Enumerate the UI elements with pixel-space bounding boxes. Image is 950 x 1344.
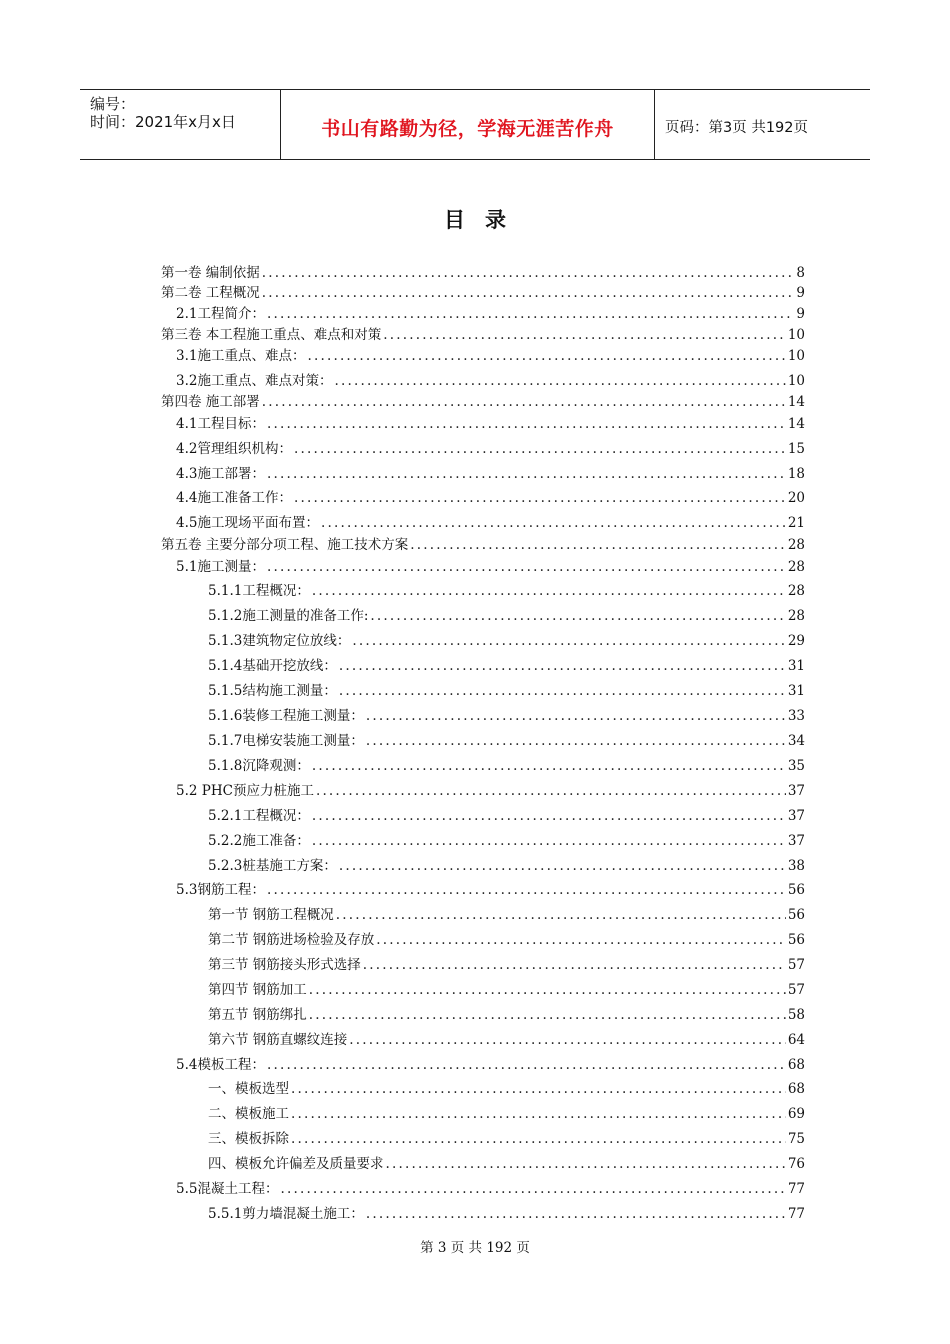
toc-entry[interactable] — [208, 806, 805, 826]
header-right-cell — [655, 90, 870, 159]
toc-entry[interactable] — [176, 488, 805, 508]
toc-entry-title: 5.2.3桩基施工方案： — [208, 858, 337, 874]
toc-entry-title: 5.1施工测量： — [176, 559, 265, 575]
toc-entry-page: 37 — [787, 833, 805, 849]
toc-entry-title: 3.1施工重点、难点： — [176, 348, 306, 364]
toc-entry-page: 57 — [787, 982, 805, 998]
title-char-1: 目 — [444, 207, 465, 232]
toc-entry-page: 68 — [787, 1081, 805, 1097]
toc-leader-dots — [334, 371, 785, 391]
toc-entry-page: 8 — [796, 265, 805, 281]
toc-entry-page: 77 — [787, 1181, 805, 1197]
toc-entry-page: 68 — [787, 1057, 805, 1073]
toc-entry-title: 第五节 钢筋绑扎 — [208, 1007, 307, 1023]
toc-entry[interactable] — [208, 1005, 805, 1025]
toc-entry-page: 38 — [787, 858, 805, 874]
toc-entry[interactable] — [208, 955, 805, 975]
toc-entry-title: 5.2.2施工准备： — [208, 833, 310, 849]
toc-entry[interactable] — [208, 1204, 805, 1224]
toc-entry[interactable] — [176, 371, 805, 391]
toc-leader-dots — [370, 606, 785, 626]
toc-entry-title: 3.2施工重点、难点对策： — [176, 373, 333, 389]
toc-entry[interactable] — [208, 1104, 805, 1124]
toc-leader-dots — [366, 706, 786, 726]
toc-entry-title: 第四卷 施工部署 — [161, 394, 260, 410]
toc-entry-title: 5.2.1工程概况： — [208, 808, 310, 824]
toc-entry-title: 5.1.7电梯安装施工测量： — [208, 733, 364, 749]
toc-entry[interactable] — [208, 1129, 805, 1149]
toc-entry-title: 5.3钢筋工程： — [176, 882, 265, 898]
toc-leader-dots — [262, 263, 795, 283]
toc-leader-dots — [339, 856, 786, 876]
toc-entry[interactable] — [176, 1055, 805, 1075]
toc-leader-dots — [312, 756, 786, 776]
toc-leader-dots — [312, 581, 786, 601]
toc-entry-page: 37 — [787, 808, 805, 824]
toc-leader-dots — [363, 955, 786, 975]
toc-entry[interactable] — [176, 414, 805, 434]
toc-entry-page: 35 — [787, 758, 805, 774]
toc-leader-dots — [336, 905, 786, 925]
toc-entry-page: 28 — [787, 559, 805, 575]
toc-leader-dots — [383, 325, 786, 345]
toc-entry-page: 31 — [787, 683, 805, 699]
toc-entry-title: 第二节 钢筋进场检验及存放 — [208, 932, 375, 948]
motto: 书山有路勤为径，学海无涯苦作舟 — [321, 118, 614, 140]
title-char-2: 录 — [485, 207, 506, 232]
toc-leader-dots — [312, 831, 786, 851]
toc-entry-page: 56 — [787, 907, 805, 923]
toc-leader-dots — [291, 1129, 786, 1149]
toc-leader-dots — [309, 980, 786, 1000]
toc-entry-page: 14 — [787, 394, 805, 410]
toc-entry-title: 4.3施工部署： — [176, 466, 265, 482]
toc-leader-dots — [352, 631, 785, 651]
toc-leader-dots — [294, 439, 786, 459]
toc-entry-page: 29 — [787, 633, 805, 649]
toc-leader-dots — [262, 283, 795, 303]
toc-entry-page: 20 — [787, 490, 805, 506]
toc-entry[interactable] — [161, 392, 805, 412]
toc-entry-title: 第三卷 本工程施工重点、难点和对策 — [161, 327, 382, 343]
toc-entry-title: 5.1.1工程概况： — [208, 583, 310, 599]
toc-entry-page: 69 — [787, 1106, 805, 1122]
toc-entry[interactable] — [208, 731, 805, 751]
toc-leader-dots — [316, 781, 786, 801]
toc-entry-title: 4.2管理组织机构： — [176, 441, 292, 457]
toc-entry[interactable] — [208, 681, 805, 701]
toc-entry-page: 9 — [796, 306, 805, 322]
toc-entry-page: 28 — [787, 537, 805, 553]
toc-entry[interactable] — [208, 831, 805, 851]
toc-entry-title: 5.5.1剪力墙混凝土施工： — [208, 1206, 364, 1222]
toc-leader-dots — [291, 1079, 786, 1099]
toc-entry-title: 第三节 钢筋接头形式选择 — [208, 957, 361, 973]
toc-entry[interactable] — [208, 1030, 805, 1050]
toc-entry-title: 4.5施工现场平面布置： — [176, 515, 319, 531]
toc-entry-page: 28 — [787, 583, 805, 599]
toc-entry-title: 5.1.8沉降观测： — [208, 758, 310, 774]
toc-leader-dots — [376, 930, 786, 950]
toc-entry[interactable] — [208, 581, 805, 601]
page-footer: 第 3 页 共 192 页 — [420, 1240, 530, 1256]
toc-entry-title: 5.5混凝土工程： — [176, 1181, 279, 1197]
toc-leader-dots — [339, 681, 786, 701]
toc-leader-dots — [262, 392, 786, 412]
header-left-cell — [80, 90, 281, 159]
toc-leader-dots — [267, 414, 786, 434]
toc-leader-dots — [321, 513, 786, 533]
toc-leader-dots — [267, 1055, 786, 1075]
toc-entry[interactable] — [208, 606, 805, 626]
toc-entry[interactable] — [208, 905, 805, 925]
toc-entry-title: 5.1.5结构施工测量： — [208, 683, 337, 699]
number-label: 编号： — [90, 95, 136, 113]
toc-entry-title: 5.2 PHC预应力桩施工 — [176, 783, 314, 799]
toc-entry-page: 10 — [787, 348, 805, 364]
toc-entry-page: 77 — [787, 1206, 805, 1222]
toc-leader-dots — [307, 346, 785, 366]
toc-entry-page: 56 — [787, 882, 805, 898]
toc-entry-page: 15 — [787, 441, 805, 457]
toc-entry[interactable] — [176, 464, 805, 484]
toc-entry[interactable] — [208, 1079, 805, 1099]
toc-entry-page: 14 — [787, 416, 805, 432]
toc-entry-title: 5.1.3建筑物定位放线： — [208, 633, 351, 649]
toc-leader-dots — [339, 656, 786, 676]
toc-entry[interactable] — [176, 557, 805, 577]
toc-leader-dots — [386, 1154, 786, 1174]
toc-entry-page: 21 — [787, 515, 805, 531]
toc-entry[interactable] — [176, 439, 805, 459]
toc-entry-title: 第六节 钢筋直螺纹连接 — [208, 1032, 348, 1048]
toc-entry-title: 5.4模板工程： — [176, 1057, 265, 1073]
toc-entry-title: 二、模板施工 — [208, 1106, 289, 1122]
toc-entry-page: 37 — [787, 783, 805, 799]
toc-entry[interactable] — [161, 263, 805, 283]
toc-entry[interactable] — [176, 781, 805, 801]
toc-leader-dots — [366, 1204, 786, 1224]
toc-entry-title: 第四节 钢筋加工 — [208, 982, 307, 998]
toc-entry[interactable] — [176, 880, 805, 900]
toc-leader-dots — [294, 488, 786, 508]
toc-entry[interactable] — [208, 856, 805, 876]
toc-entry[interactable] — [208, 706, 805, 726]
toc-entry-title: 一、模板选型 — [208, 1081, 289, 1097]
toc-entry-page: 64 — [787, 1032, 805, 1048]
toc-entry-title: 5.1.6装修工程施工测量： — [208, 708, 364, 724]
toc-entry[interactable] — [176, 346, 805, 366]
toc-entry[interactable] — [176, 1179, 805, 1199]
toc-leader-dots — [267, 557, 786, 577]
toc-entry-title: 三、模板拆除 — [208, 1131, 289, 1147]
toc-leader-dots — [291, 1104, 786, 1124]
toc-entry-title: 4.4施工准备工作： — [176, 490, 292, 506]
toc-entry-title: 第二卷 工程概况 — [161, 285, 260, 301]
header-middle-cell — [281, 90, 655, 159]
toc-entry-title: 5.1.4基础开挖放线： — [208, 658, 337, 674]
toc-entry-page: 10 — [787, 327, 805, 343]
toc-entry-title: 第一节 钢筋工程概况 — [208, 907, 334, 923]
toc-entry-title: 第五卷 主要分部分项工程、施工技术方案 — [161, 537, 409, 553]
toc-entry[interactable] — [208, 930, 805, 950]
toc-entry-page: 34 — [787, 733, 805, 749]
toc-leader-dots — [280, 1179, 785, 1199]
toc-entry-page: 58 — [787, 1007, 805, 1023]
toc-leader-dots — [309, 1005, 786, 1025]
toc-entry[interactable] — [208, 756, 805, 776]
toc-entry[interactable] — [208, 1154, 805, 1174]
toc-entry-title: 四、模板允许偏差及质量要求 — [208, 1156, 384, 1172]
toc-entry-page: 76 — [787, 1156, 805, 1172]
toc-leader-dots — [267, 464, 786, 484]
header-table — [80, 89, 870, 160]
toc-entry[interactable] — [176, 513, 805, 533]
toc-leader-dots — [267, 304, 794, 324]
toc-entry[interactable] — [161, 283, 805, 303]
toc-entry-title: 5.1.2施工测量的准备工作: — [208, 608, 369, 624]
toc-leader-dots — [349, 1030, 786, 1050]
toc-entry-page: 31 — [787, 658, 805, 674]
page-info: 页码：第3页 共192页 — [665, 120, 809, 136]
toc-entry-page: 56 — [787, 932, 805, 948]
toc-entry-page: 10 — [787, 373, 805, 389]
toc-entry-page: 75 — [787, 1131, 805, 1147]
toc-entry-title: 第一卷 编制依据 — [161, 265, 260, 281]
toc-entry[interactable] — [161, 325, 805, 345]
toc-entry[interactable] — [208, 980, 805, 1000]
toc-entry-page: 33 — [787, 708, 805, 724]
time-label: 时间：2021年x月x日 — [90, 113, 236, 131]
toc-leader-dots — [312, 806, 786, 826]
toc-entry-title: 2.1工程简介： — [176, 306, 265, 322]
toc-entry[interactable] — [208, 631, 805, 651]
toc-entry-page: 18 — [787, 466, 805, 482]
page-title — [0, 204, 950, 234]
toc-leader-dots — [267, 880, 786, 900]
toc-entry[interactable] — [161, 535, 805, 555]
toc-entry[interactable] — [208, 656, 805, 676]
toc-entry-page: 57 — [787, 957, 805, 973]
toc-entry[interactable] — [176, 304, 805, 324]
toc-entry-title: 4.1工程目标： — [176, 416, 265, 432]
toc-leader-dots — [410, 535, 786, 555]
toc-entry-page: 9 — [796, 285, 805, 301]
toc-entry-page: 28 — [787, 608, 805, 624]
toc-leader-dots — [366, 731, 786, 751]
